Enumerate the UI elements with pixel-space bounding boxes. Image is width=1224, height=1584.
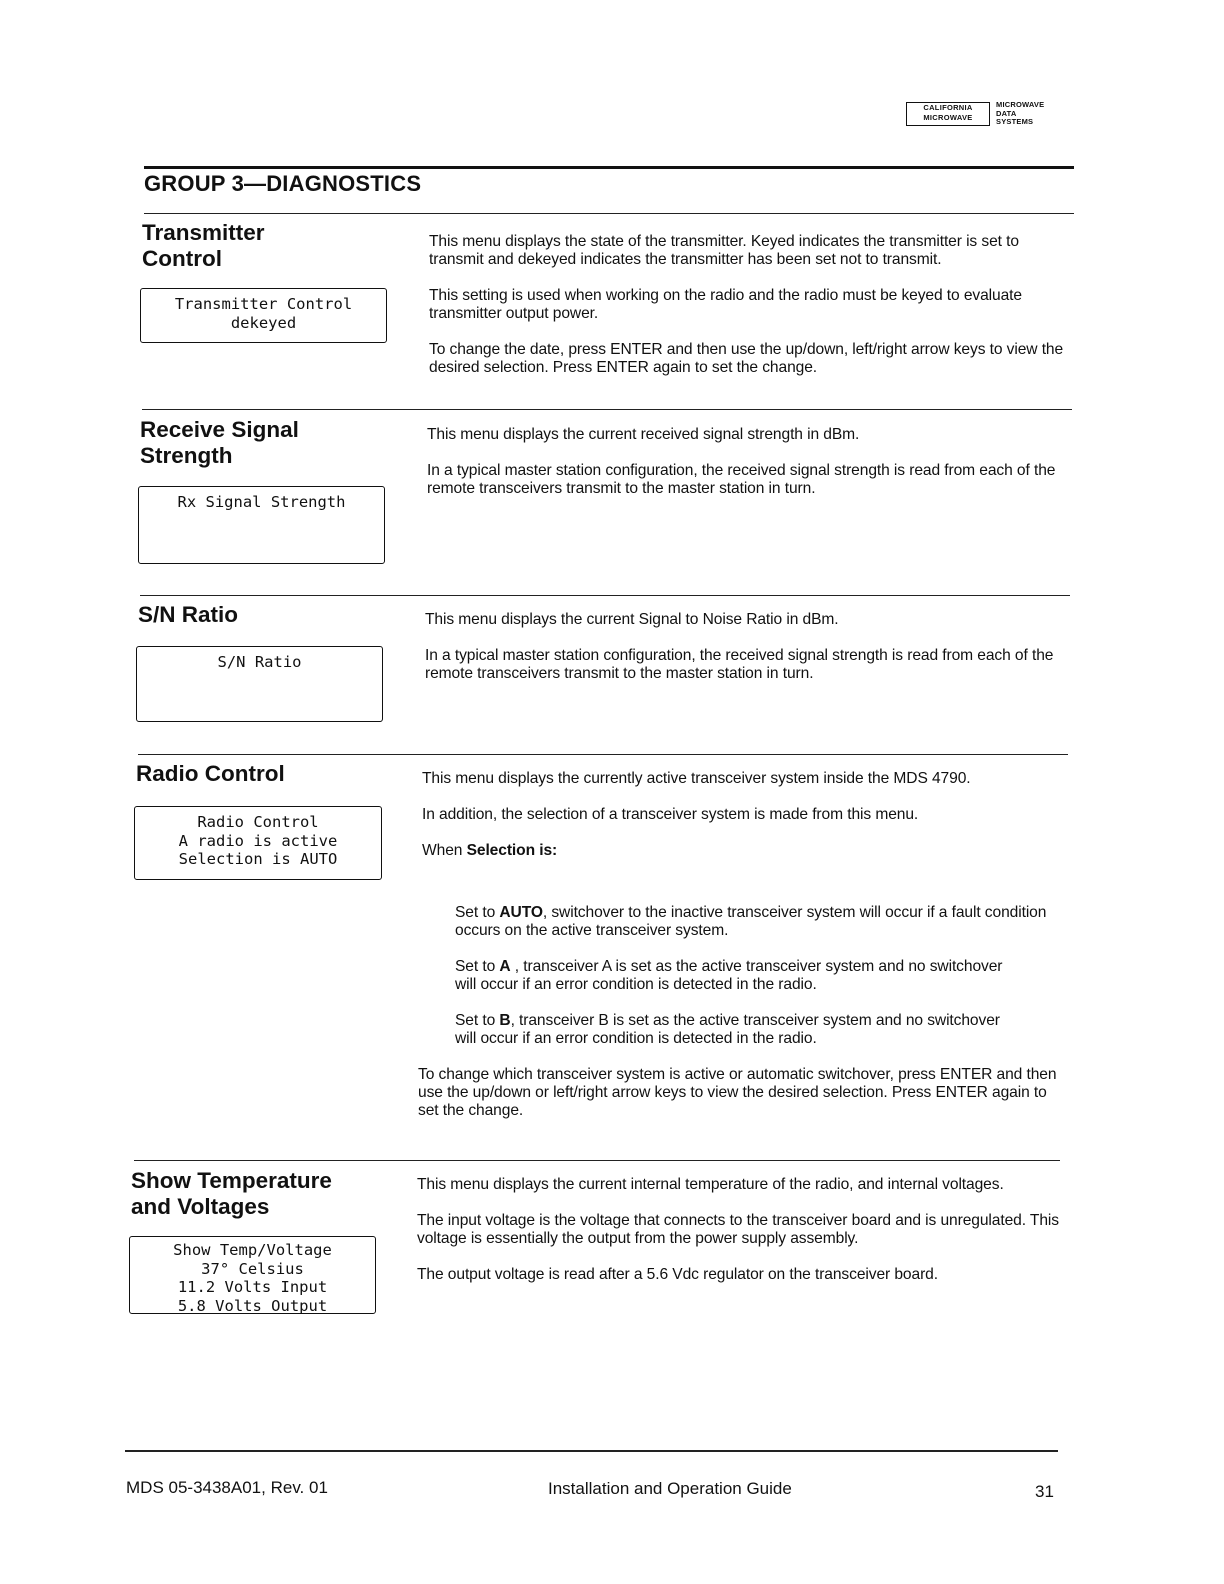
logo: [906, 100, 1056, 130]
paragraph: In a typical master station configuration, the received signal strength is read from each of the remote transceivers transmit to the master station in turn.: [425, 647, 1054, 682]
section-divider: [144, 213, 1074, 214]
paragraph: The output voltage is read after a 5.6 Vdc regulator on the transceiver board.: [417, 1266, 938, 1283]
lcd-line: Radio Control: [197, 813, 319, 831]
bold-text: AUTO: [499, 904, 543, 921]
logo-side: [996, 101, 1044, 127]
text: , switchover to the inactive transceiver system will occur if a fault condition occurs on the active transceiver system.: [455, 904, 1047, 939]
lcd-line: Show Temp/Voltage: [173, 1241, 332, 1259]
text: , transceiver B is set as the active transceiver system and no switchover will occur if an error condition is detected in the radio.: [455, 1012, 1000, 1047]
section-title-temp: [131, 1168, 332, 1220]
bold-text: Selection is:: [466, 842, 558, 859]
footer-guide-title: Installation and Operation Guide: [548, 1479, 792, 1498]
paragraph-a: [455, 958, 1007, 994]
footer-rule: [125, 1450, 1058, 1452]
lcd-temp-voltage: [129, 1236, 376, 1314]
radio-text: [418, 770, 1067, 1138]
title-line: Strength: [140, 443, 233, 468]
lcd-sn-ratio: [136, 646, 383, 722]
section-title-transmitter: [142, 220, 265, 272]
paragraph: In addition, the selection of a transceiver system is made from this menu.: [422, 806, 919, 823]
paragraph: To change the date, press ENTER and then use the up/down, left/right arrow keys to view the desired selection. Press ENTER again to set the change.: [429, 341, 1064, 376]
lcd-radio-control: [134, 806, 382, 880]
section-title-radio: Radio Control: [136, 761, 285, 786]
section-title-rx: [140, 417, 299, 469]
title-line: Receive Signal: [140, 417, 299, 442]
logo-side-line3: SYSTEMS: [996, 117, 1034, 126]
title-line: Transmitter: [142, 220, 265, 245]
section-divider: [142, 409, 1072, 410]
paragraph: In a typical master station configuration, the received signal strength is read from each of the remote transceivers transmit to the master station in turn.: [427, 462, 1056, 497]
paragraph: [422, 842, 1067, 860]
bold-text: B: [499, 1012, 511, 1029]
paragraph-auto: [455, 904, 1057, 940]
paragraph: To change which transceiver system is active or automatic switchover, press ENTER and then use the up/down or left/right arrow keys to view the desired selection. Press ENTER again to set the change.: [418, 1066, 1057, 1119]
title-line: and Voltages: [131, 1194, 270, 1219]
section-divider: [140, 595, 1070, 596]
bold-text: A: [499, 958, 511, 975]
lcd-rx-signal-strength: [138, 486, 385, 564]
group-title: GROUP 3—DIAGNOSTICS: [144, 171, 422, 196]
paragraph: This menu displays the current received signal strength in dBm.: [427, 426, 860, 443]
lcd-line: 11.2 Volts Input: [177, 1278, 328, 1296]
temp-text: [417, 1176, 1062, 1302]
logo-box-line1: CALIFORNIA: [923, 103, 973, 112]
lcd-line: S/N Ratio: [217, 653, 302, 671]
paragraph: This menu displays the state of the transmitter. Keyed indicates the transmitter is set to transmit and dekeyed indicates the transmitter has been set not to transmit.: [429, 233, 1019, 268]
logo-side-line2: DATA: [996, 108, 1017, 118]
title-line: Control: [142, 246, 222, 271]
sn-text: [425, 611, 1069, 701]
paragraph-b: [455, 1012, 1007, 1048]
top-rule: [144, 166, 1074, 169]
lcd-line: Rx Signal Strength: [177, 493, 346, 511]
lcd-line: Selection is AUTO: [178, 850, 338, 868]
text: Set to: [455, 1012, 500, 1029]
transmitter-text: [429, 233, 1073, 395]
lcd-line: Transmitter Control: [174, 295, 353, 313]
text: Set to: [455, 958, 500, 975]
section-title-sn: S/N Ratio: [138, 602, 239, 627]
paragraph: This menu displays the currently active transceiver system inside the MDS 4790.: [422, 770, 971, 787]
lcd-line: 5.8 Volts Output: [177, 1296, 328, 1315]
title-line: Show Temperature: [131, 1168, 332, 1193]
text: , transceiver A is set as the active transceiver system and no switchover will occur if an error condition is detected in the radio.: [455, 958, 1003, 993]
logo-side-line1: MICROWAVE: [996, 100, 1045, 109]
footer-page-number: 31: [1035, 1482, 1054, 1501]
paragraph: This menu displays the current Signal to Noise Ratio in dBm.: [425, 611, 839, 628]
rx-text: [427, 426, 1071, 516]
paragraph: The input voltage is the voltage that connects to the transceiver board and is unregulated. This voltage is essentially the output from the power supply assembly.: [417, 1212, 1059, 1247]
section-divider: [138, 754, 1068, 755]
text: When: [422, 842, 467, 859]
logo-box: [906, 102, 990, 126]
logo-box-line2: MICROWAVE: [923, 113, 973, 122]
lcd-transmitter-control: [140, 288, 387, 343]
lcd-line: A radio is active: [178, 831, 338, 850]
text: Set to: [455, 904, 500, 921]
section-divider: [134, 1160, 1060, 1161]
lcd-line: dekeyed: [230, 313, 297, 332]
lcd-line: 37° Celsius: [201, 1259, 304, 1278]
paragraph: This setting is used when working on the radio and the radio must be keyed to evaluate transmitter output power.: [429, 287, 1022, 322]
footer-doc-id: MDS 05-3438A01, Rev. 01: [126, 1478, 328, 1497]
paragraph: This menu displays the current internal temperature of the radio, and internal voltages.: [417, 1176, 1004, 1193]
